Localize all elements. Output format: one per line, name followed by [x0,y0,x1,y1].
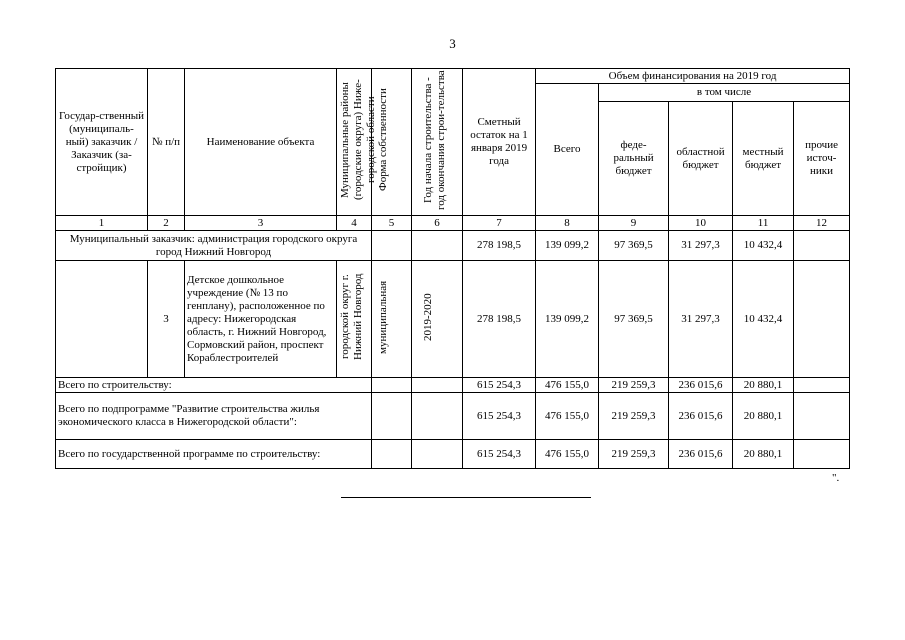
empty-cell [372,378,412,393]
header-local: местный бюджет [733,102,794,216]
program-local: 20 880,1 [733,440,794,469]
object-local: 10 432,4 [733,261,794,378]
object-district-cell [337,261,372,378]
separator-line [341,497,591,498]
header-customer: Государ-ственный (муниципаль-ный) заказчик / Заказчик (за-стройщик) [56,69,148,216]
object-federal: 97 369,5 [599,261,669,378]
header-years-cell [412,69,463,216]
column-number: 12 [794,216,850,231]
header-years: Год начала строительства - год окончания строи-тельства [422,70,448,210]
object-estimate: 278 198,5 [463,261,536,378]
column-number-row [56,216,850,231]
empty-cell [412,231,463,261]
program-estimate: 615 254,3 [463,440,536,469]
object-ownership-cell [372,261,412,378]
header-ownership-cell [372,69,412,216]
program-total-label: Всего по государственной программе по строительству: [56,440,372,469]
column-number: 5 [372,216,412,231]
subprogram-local: 20 880,1 [733,393,794,440]
header-object-name: Наименование объекта [185,69,337,216]
object-ownership: муниципальная [376,280,389,354]
total-local: 20 880,1 [733,378,794,393]
column-number: 3 [185,216,337,231]
header-ownership: Форма собственности [376,88,389,192]
program-other [794,440,850,469]
header-federal: феде-ральный бюджет [599,102,669,216]
customer-other [794,231,850,261]
total-regional: 236 015,6 [669,378,733,393]
object-district: городской округ г. Нижний Новгород [339,273,365,361]
subprogram-total-row [56,393,850,440]
header-total: Всего [536,84,599,216]
subprogram-regional: 236 015,6 [669,393,733,440]
total-total: 476 155,0 [536,378,599,393]
object-regional: 31 297,3 [669,261,733,378]
subprogram-estimate: 615 254,3 [463,393,536,440]
empty-cell [56,261,148,378]
closing-quote: ". [832,472,840,484]
empty-cell [372,393,412,440]
total-row [56,378,850,393]
total-label: Всего по строительству: [56,378,372,393]
program-regional: 236 015,6 [669,440,733,469]
empty-cell [372,440,412,469]
financing-table [55,68,850,469]
empty-cell [372,231,412,261]
customer-row [56,231,850,261]
column-number: 6 [412,216,463,231]
column-number: 9 [599,216,669,231]
customer-estimate: 278 198,5 [463,231,536,261]
program-total: 476 155,0 [536,440,599,469]
customer-local: 10 432,4 [733,231,794,261]
empty-cell [412,393,463,440]
page-number: 3 [449,36,456,51]
empty-cell [412,378,463,393]
column-number: 2 [148,216,185,231]
customer-label: Муниципальный заказчик: администрация городского округа город Нижний Новгород [56,231,372,261]
header-districts: Муниципальные районы (городские округа) Ниже-городской области [339,79,378,201]
subprogram-other [794,393,850,440]
object-number: 3 [148,261,185,378]
header-districts-cell [337,69,378,216]
program-federal: 219 259,3 [599,440,669,469]
customer-total: 139 099,2 [536,231,599,261]
column-number: 1 [56,216,148,231]
object-other [794,261,850,378]
column-number: 7 [463,216,536,231]
subprogram-total: 476 155,0 [536,393,599,440]
object-years-cell [412,261,463,378]
column-number: 8 [536,216,599,231]
subprogram-total-label: Всего по подпрограмме "Развитие строительства жилья экономического класса в Нижегородской области": [56,393,372,440]
header-other: прочие источ-ники [794,102,850,216]
header-including: в том числе [599,84,850,102]
column-number: 11 [733,216,794,231]
column-number: 10 [669,216,733,231]
customer-federal: 97 369,5 [599,231,669,261]
header-regional: областной бюджет [669,102,733,216]
customer-regional: 31 297,3 [669,231,733,261]
object-total: 139 099,2 [536,261,599,378]
object-years: 2019-2020 [422,293,435,341]
program-total-row [56,440,850,469]
total-federal: 219 259,3 [599,378,669,393]
header-funding: Объем финансирования на 2019 год [536,69,850,84]
object-row [56,261,850,378]
header-number: № п/п [148,69,185,216]
subprogram-federal: 219 259,3 [599,393,669,440]
empty-cell [412,440,463,469]
object-name: Детское дошкольное учреждение (№ 13 по генплану), расположенное по адресу: Нижегородская область, г. Нижний Новгород, Сормовский район, проспект Кораблестроителей [185,261,337,378]
column-number: 4 [337,216,372,231]
total-other [794,378,850,393]
header-estimate-balance: Сметный остаток на 1 января 2019 года [463,69,536,216]
total-estimate: 615 254,3 [463,378,536,393]
